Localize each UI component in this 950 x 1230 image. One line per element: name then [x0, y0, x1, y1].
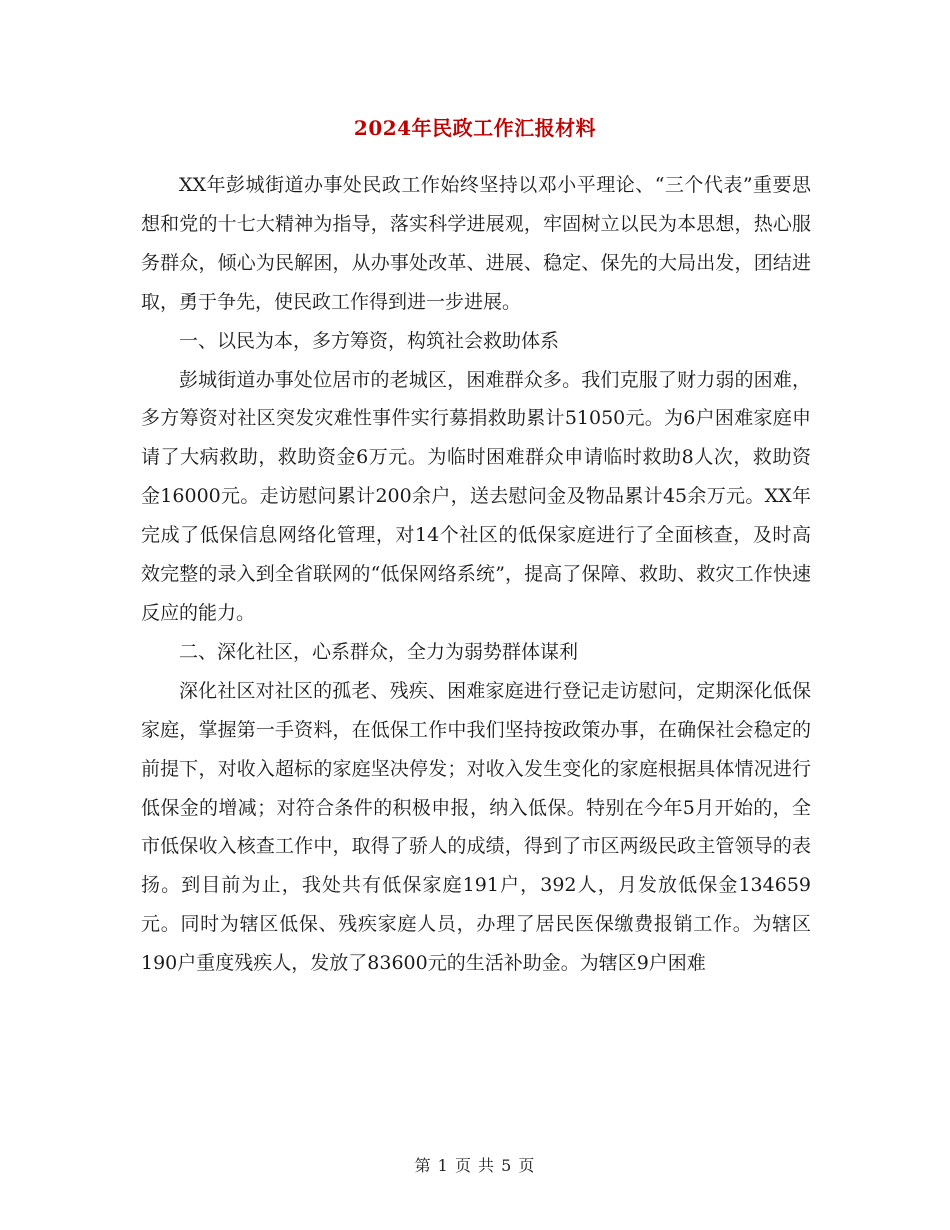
section-heading-1: 一、以民为本，多方筹资，构筑社会救助体系 — [179, 329, 560, 352]
document-title: 2024年民政工作汇报材料 — [353, 116, 597, 140]
paragraph-intro: XX年彭城街道办事处民政工作始终坚持以邓小平理论、“三个代表”重要思想和党的十七大精神为指导，落实科学进展观，牢固树立以民为本思想，热心服务群众，倾心为民解困，从办事处改革、进展、稳定、保先的大局出发，团结进取，勇于争先，使民政工作得到进一步进展。 — [141, 174, 811, 313]
document-body — [141, 166, 811, 983]
paragraph-section-1: 彭城街道办事处位居市的老城区，困难群众多。我们克服了财力弱的困难，多方筹资对社区突发灾难性事件实行募捐救助累计51050元。为6户困难家庭申请了大病救助，救助资金6万元。为临时困难群众申请临时救助8人次，救助资金16000元。走访慰问累计200余户，送去慰问金及物品累计45余万元。XX年完成了低保信息网络化管理，对14个社区的低保家庭进行了全面核查，及时高效完整的录入到全省联网的“低保网络系统”，提高了保障、救助、救灾工作快速反应的能力。 — [141, 368, 811, 624]
paragraph-section-2: 深化社区对社区的孤老、残疾、困难家庭进行登记走访慰问，定期深化低保家庭，掌握第一手资料，在低保工作中我们坚持按政策办事，在确保社会稳定的前提下，对收入超标的家庭坚决停发；对收入发生变化的家庭根据具体情况进行低保金的增减；对符合条件的积极申报，纳入低保。特别在今年5月开始的，全市低保收入核查工作中，取得了骄人的成绩，得到了市区两级民政主管领导的表扬。到目前为止，我处共有低保家庭191户，392人，月发放低保金134659元。同时为辖区低保、残疾家庭人员，办理了居民医保缴费报销工作。为辖区190户重度残疾人，发放了83600元的生活补助金。为辖区9户困难 — [141, 679, 811, 975]
section-heading-2: 二、深化社区，心系群众，全力为弱势群体谋利 — [179, 640, 579, 663]
page-number-footer: 第 1 页 共 5 页 — [414, 1156, 536, 1175]
